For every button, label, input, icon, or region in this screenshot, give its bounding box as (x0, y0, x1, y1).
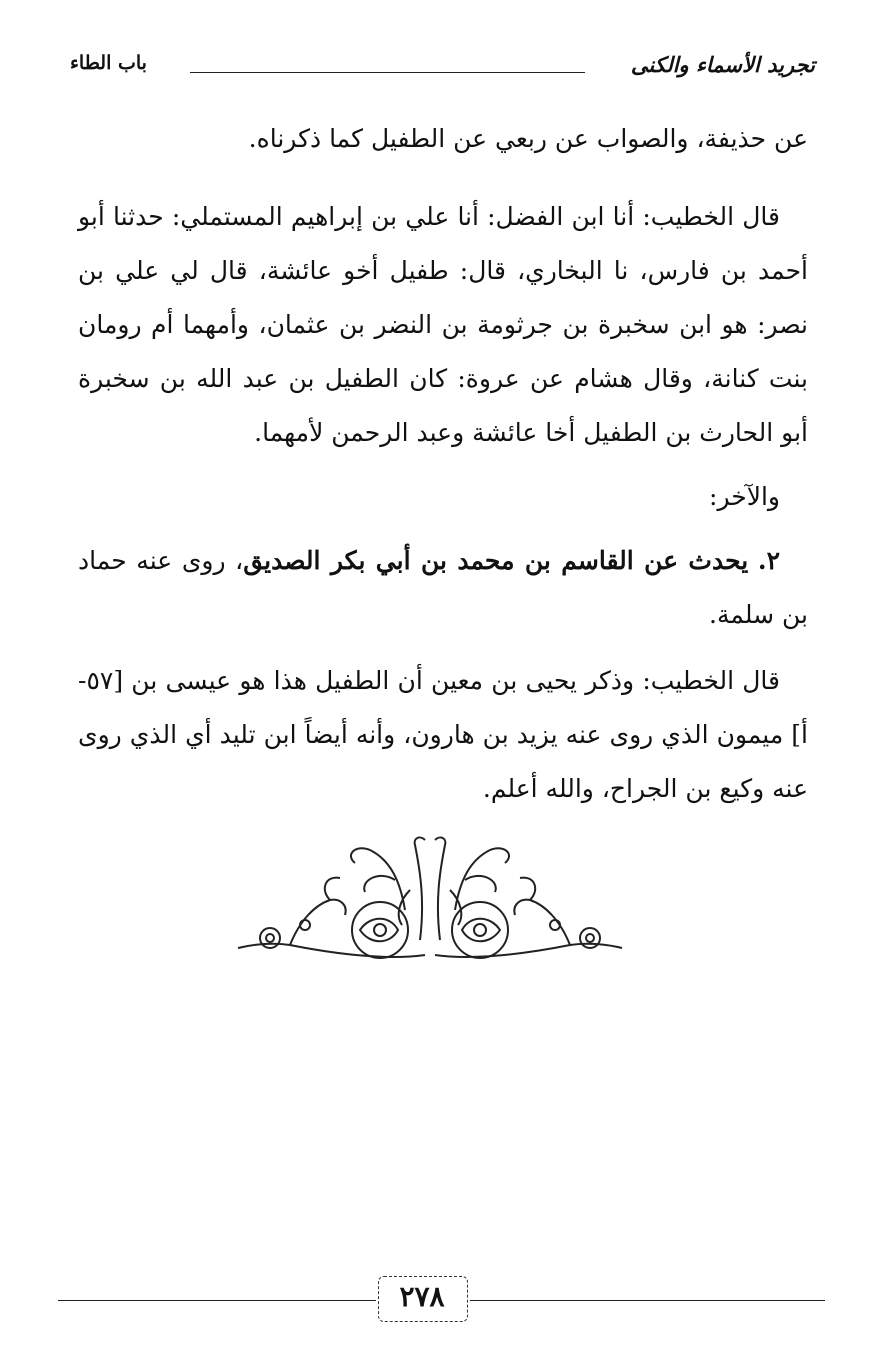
running-header (70, 52, 815, 92)
paragraph-1: عن حذيفة، والصواب عن ربعي عن الطفيل كما ذكرناه. (248, 124, 808, 153)
footer-rule-right (470, 1300, 825, 1301)
footer-rule-left (58, 1300, 376, 1301)
entry-heading: يحدث عن القاسم بن محمد بن أبي بكر الصديق (243, 546, 749, 575)
entry-text: ، روى عنه حماد بن سلمة. (78, 546, 808, 629)
book-title: تجريد الأسماء والكنى (630, 52, 815, 77)
header-rule (190, 72, 585, 73)
paragraph-5: قال الخطيب: وذكر يحيى بن معين أن الطفيل هذا هو عيسى بن [٥٧-أ] ميمون الذي روى عنه يزيد بن هارون، وأنه أيضاً ابن تليد أي الذي روى عنه وكيع بن الجراح، والله أعلم. (78, 666, 808, 803)
floral-ornament (230, 830, 630, 970)
entry-number: ٢. (757, 546, 780, 575)
paragraph-3: والآخر: (709, 482, 780, 511)
main-text (78, 112, 808, 816)
page-number: ٢٧٨ (399, 1280, 445, 1313)
paragraph-2: قال الخطيب: أنا ابن الفضل: أنا علي بن إبراهيم المستملي: حدثنا أبو أحمد بن فارس، نا البخاري، قال: طفيل أخو عائشة، قال لي علي بن نصر: هو ابن سخبرة بن جرثومة بن النضر بن عثمان، وأمهما أم رومان بنت كنانة، وقال هشام عن عروة: كان الطفيل بن عبد الله بن سخبرة أبو الحارث بن الطفيل أخا عائشة وعبد الرحمن لأمهما. (78, 202, 808, 447)
paragraph-4 (78, 534, 808, 642)
chapter-title: باب الطاء (70, 52, 147, 74)
